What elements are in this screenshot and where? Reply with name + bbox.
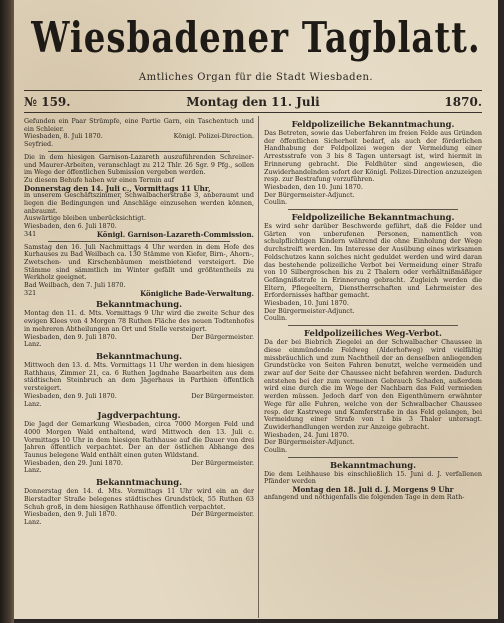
land-lease-authority: Der Bürgermeister. bbox=[191, 510, 254, 519]
stone-authority: Der Bürgermeister. bbox=[191, 391, 254, 400]
field-police-authority-1: Der Bürgermeister-Adjunct. bbox=[264, 190, 355, 199]
issue-number: № 159. bbox=[24, 95, 71, 109]
clover-text: Montag den 11. d. Mts. Vormittags 9 Uhr wird die zweite Schur des ewigen Klees von 4 Morgen 78 Ruthen Fläche des neuen Todtenhofes in mehreren Abtheilungen an Ort und Stelle versteigert. bbox=[24, 309, 254, 333]
pawn-text: Die dem Leihhause bis einschließlich 15. Juni d. J. verfallenen Pfänder werden bbox=[264, 469, 482, 486]
issue-year: 1870. bbox=[444, 95, 482, 109]
hunting-date: Wiesbaden, den 29. Juni 1870. bbox=[24, 458, 123, 467]
masthead-title: Wiesbadener Tagblatt. bbox=[31, 13, 481, 63]
top-rule bbox=[24, 90, 482, 91]
field-police-date-1: Wiesbaden, den 10. Juni 1870. bbox=[264, 182, 363, 191]
right-column bbox=[264, 118, 482, 618]
stone-text: Mittwoch den 13. d. Mts. Vormittags 11 Uhr werden in dem hiesigen Rathhaus, Zimmer 21, ca. 6 Ruthen Jagdnahe Bauarbeiten aus dem städtischen Steinbruch an dem Jägerhaus in Parthien öffentlich versteigert. bbox=[24, 360, 254, 393]
bottom-rule bbox=[24, 112, 482, 113]
wood-sale-authority: Königliche Bade-Verwaltung. bbox=[140, 288, 254, 298]
issue-date: Montag den 11. Juli bbox=[186, 95, 320, 109]
found-signer: Seyfried. bbox=[24, 140, 54, 149]
road-ban-date: Wiesbaden, 24. Juni 1870. bbox=[264, 430, 349, 439]
lazarett-terms: Zu diesem Behufe haben wir einen Termin auf bbox=[24, 175, 175, 184]
land-lease-notice bbox=[24, 477, 254, 527]
left-column bbox=[24, 118, 254, 618]
field-police-notice-2 bbox=[264, 212, 482, 323]
divider bbox=[288, 457, 458, 458]
lazarett-details: in unserem Geschäftszimmer, Schwalbacherstraße 3, anberaumt und liegen die Bedingungen und Anschläge einzusehen werden können, anbraumt. bbox=[24, 191, 254, 215]
stone-signer: Lanz. bbox=[24, 399, 42, 408]
field-police-date-2: Wiesbaden, 10. Juni 1870. bbox=[264, 299, 349, 308]
field-police-authority-2: Der Bürgermeister-Adjunct. bbox=[264, 306, 355, 315]
divider bbox=[288, 209, 458, 210]
lazarett-date: Wiesbaden, den 6. Juli 1870. bbox=[24, 222, 117, 231]
pawn-tail: anfangend und nöthigenfalls die folgenden Tage in dem Rath- bbox=[264, 492, 465, 501]
clover-authority: Der Bürgermeister. bbox=[191, 332, 254, 341]
lazarett-intro: Die in dem hiesigen Garnison-Lazareth auszuführenden Schreiner- und Maurer-Arbeiten, veranschlagt zu 212 Thlr. 26 Sgr. 9 Pfg., sollen im Wege der öffentlichen Submission vergeben werden. bbox=[24, 152, 254, 177]
lazarett-note: Auswärtige bleiben unberücksichtigt. bbox=[24, 214, 146, 223]
divider bbox=[48, 151, 230, 152]
stone-notice bbox=[24, 351, 254, 408]
road-ban-authority: Der Bürgermeister-Adjunct. bbox=[264, 438, 355, 447]
newspaper-page bbox=[14, 0, 498, 619]
clover-heading: Bekanntmachung. bbox=[95, 299, 183, 310]
clover-signer: Lanz. bbox=[24, 340, 42, 349]
stone-date: Wiesbaden, den 9. Juli 1870. bbox=[24, 391, 117, 400]
field-police-heading-1: Feldpolizeiliche Bekanntmachung. bbox=[291, 119, 455, 129]
hunting-heading: Jagdverpachtung. bbox=[97, 410, 181, 421]
found-items-notice bbox=[24, 118, 254, 149]
found-date: Wiesbaden, 8. Juli 1870. bbox=[24, 132, 103, 141]
land-lease-heading: Bekanntmachung. bbox=[95, 477, 183, 488]
wood-sale-text: Samstag den 16. Juli Nachmittags 4 Uhr werden in dem Hofe des Kurhauses zu Bad Weilbach ca. 130 Stämme von Kiefer, Birn-, Ahorn-, Zwetschen- und Kirschenbäumen meistbietend versteigert. Die Stämme sind sämmtlich im Winter gefällt und größtentheils zu Werkholz geeignet. bbox=[24, 242, 254, 282]
clover-date: Wiesbaden, den 9. Juli 1870. bbox=[24, 332, 117, 341]
land-lease-date: Wiesbaden, den 9. Juli 1870. bbox=[24, 510, 117, 519]
found-text: Gefunden ein Paar Strümpfe, eine Partie Garn, ein Taschentuch und ein Schleier. bbox=[24, 118, 254, 133]
field-police-signer-1: Coulin. bbox=[264, 198, 288, 207]
wood-sale-number: 321 bbox=[24, 288, 37, 297]
field-police-notice-1 bbox=[264, 119, 482, 207]
dateline bbox=[24, 95, 482, 111]
road-ban-signer: Coulin. bbox=[264, 446, 288, 455]
lazarett-number: 341 bbox=[24, 229, 37, 238]
lazarett-notice bbox=[24, 154, 254, 239]
wood-sale-date: Bad Weilbach, den 7. Juli 1870. bbox=[24, 281, 126, 290]
field-police-text-2: Es wird sehr darüber Beschwerde geführt, daß die Felder und Gärten von unberufenen Personen, namentlich von schulpflichtigen Kindern während die ohne Einholung der Wege durchstreift werden. Im Interesse der Ausübung eines wirksamen Feldschutzes kann solches nicht geduldet werden und wird daran das bestehende polizeiliche Verbot bei Vermeidung einer Strafe von 10 Silbergroschen bis zu 2 Thalern oder verhältnißmäßiger Gefängnißstrafe in Erinnerung gebracht. Zugleich werden die Eltern, Pflegeeltern, Dienstherrschaften und Lehrmeister des Erfordernisses haftbar gemacht. bbox=[264, 222, 482, 300]
clover-notice bbox=[24, 299, 254, 349]
lazarett-authority: Königl. Garnison-Lazareth-Commission. bbox=[96, 229, 254, 239]
pawn-heading: Bekanntmachung. bbox=[329, 459, 417, 470]
column-separator bbox=[258, 116, 259, 618]
pawn-date-bold: Montag den 18. Juli d. J. Morgens 9 Uhr bbox=[292, 485, 454, 495]
land-lease-signer: Lanz. bbox=[24, 517, 42, 526]
field-police-text-1: Das Betreten, sowie das Ueberfahren im freien Felde aus Gründen der öffentlichen Sicherheit bedarf, als auch der förderlichen Handhabung der Feldpolizei wegen der Vermeidung einer Arrestsstrafe von 3 bis 8 Tagen untersagt ist, wird hiermit in Erinnerung gebracht. Die Feldhüter sind angewiesen, die Zuwiderhandelnden sofort der Königl. Polizei-Direction anzuzeigen resp. zur Bestrafung vorzuführen. bbox=[264, 129, 482, 184]
road-ban-text: Da der bei Biebrich Ziegelei an der Schwalbacher Chaussee in diese einmündende Feldweg (Alderhofweg) wird vielfältig missbräuchlich und zum Nachtheil der an denselben anliegenden Grundstücke von Seiten Fahren benutzt, welche vermeiden und zwar auf der Seite der Chaussee nicht befahren werden. Dadurch entstehen bei der zum vermeinen Gebrauch Schaden, außerdem wird eine durch die im Wege der Nachbarn das Feld vermieden werden müssen. Jedoch darf von den Eigenthümern erwähnter Wege für alle Fuhren, welche von der Schwalbacher Chaussee resp. der Kastrwege und Kamferstraße in das Feld gelangen, bei Vermeidung einer Strafe von 1 bis 3 Thaler untersagt. Zuwiderhandlungen werden zur Anzeige gebracht. bbox=[264, 338, 482, 431]
hunting-signer: Lanz. bbox=[24, 466, 42, 475]
wood-sale-notice bbox=[24, 244, 254, 298]
land-lease-text: Donnerstag den 14. d. Mts. Vormittags 11 Uhr wird ein an der Bierstadter Straße belegenes städtisches Grundstück, 55 Ruthen 63 Schuh groß, in dem hiesigen Rathhause öffentlich verpachtet. bbox=[24, 487, 254, 511]
road-ban-notice bbox=[264, 328, 482, 455]
lazarett-date-bold: Donnerstag den 14. Juli c., Vormittags 11 Uhr, bbox=[24, 183, 211, 193]
field-police-signer-2: Coulin. bbox=[264, 314, 288, 323]
hunting-text: Die Jagd der Gemarkung Wiesbaden, circa 7000 Morgen Feld und 4000 Morgen Wald enthaltend, wird Mittwoch den 13. Juli c. Vormittags 10 Uhr in dem hiesigen Rathhause auf die Dauer von drei Jahren öffentlich verpachtet. Der an der östlichen Abhange des Taunus belegene Wald enthält einen guten Wildstand. bbox=[24, 420, 254, 460]
divider bbox=[288, 325, 458, 326]
found-authority: Königl. Polizei-Direction. bbox=[173, 132, 254, 141]
road-ban-heading: Feldpolizeiliches Weg-Verbot. bbox=[304, 328, 442, 339]
divider bbox=[48, 241, 230, 242]
pawn-notice bbox=[264, 460, 482, 502]
field-police-heading-2: Feldpolizeiliche Bekanntmachung. bbox=[291, 212, 455, 223]
hunting-notice bbox=[24, 410, 254, 475]
hunting-authority: Der Bürgermeister. bbox=[191, 458, 254, 467]
masthead-subtitle: Amtliches Organ für die Stadt Wiesbaden. bbox=[138, 72, 374, 83]
stone-heading: Bekanntmachung. bbox=[95, 350, 183, 361]
book-binding bbox=[0, 0, 14, 623]
